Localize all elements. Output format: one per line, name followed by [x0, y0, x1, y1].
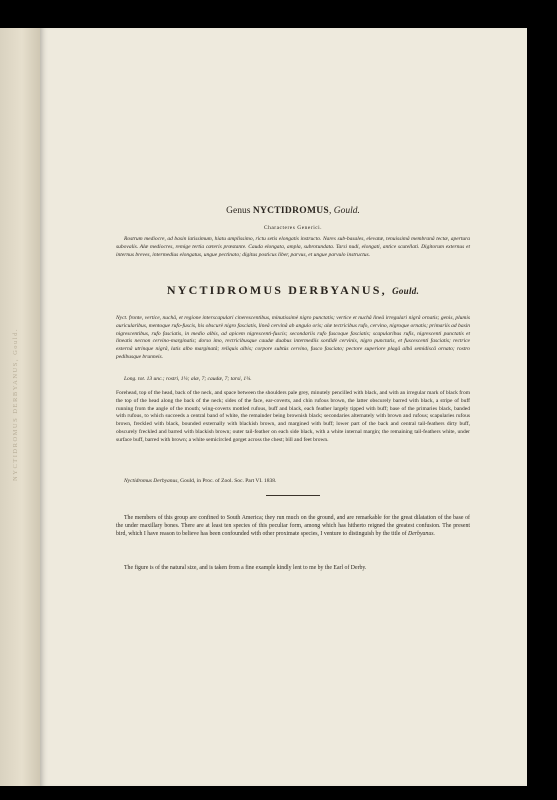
genus-author: , Gould. — [328, 206, 360, 216]
book-spine — [0, 28, 40, 786]
divider-rule — [266, 495, 320, 496]
characters-body: Rostrum mediocre, ad basin latissimum, hiatu amplissimo, rictu setis elongatis instructo. Nares sub-basales, elevatæ, tenuissimâ membranâ tectæ, apertura subovalis. Alæ mediocres, remige tertia cæteris prœstante. Cauda elongata, ampla, subrotundata. Tarsi nudi, elongati, antice scutellati. Digitorum externus et internus breves, intermedius elongatus, ungue pectinato; digitus posticus liber, parvus, et ungue parvulo instructus. — [116, 236, 470, 258]
latin-description: Nyct. fronte, vertice, nuchâ, et regione interscapulari cinerescentibus, minutissimè nigro punctatis; vertice et nuchâ lineâ irregulari nigrâ ornatis; genis, plumis auricularibus, mentoque rufo-fuscis, his obscurè nigro fasciatis, lineâ cervinâ ab angulo oris; alæ tectricibus rufo, cervino, nigroque ornatis; primariis ad basin nigrescentibus, rufo fasciatis, in medio albis, ad apicem nigrescenti-fuscis; secondariis rufo fuscoque fasciatis; scapularibus rufis, nigrescenti punctatis et lineatis necnon cervino-marginatis; dorso imo, rectricibusque caudæ duabus intermediis sordidè cervinis, nigro punctatis, et fuscescenti fasciatis; rectrice externâ utrinque nigrâ, latis albo marginatâ; reliquis albis; corpore subtùs cervino, fusco fasciato; pectore superiore plagâ albâ semidiscâ ornato; rostro pedibusque brunneis. — [116, 315, 470, 360]
english-description: Forehead, top of the head, back of the neck, and space between the shoulders pale grey, minutely pencilled with black, and with an irregular mark of black from the top of the head along the back of the neck; sides of the face, ear-coverts, and chin rufous brown, the latter obscurely barred with black, a stripe of buff running from the angle of the mouth; wing-coverts mottled rufous, buff and black, each feather largely tipped with buff; base of the primaries black, banded with rufous, to which succeeds a central band of white, the remainder being brownish black; secondaries alternately with brown and rufous; scapularies rufous brown, freckled with black, bounded externally with blackish brown, and margined with buff; lower part of the back and central tail-feathers dirty buff, obscurely freckled and barred with blackish brown; outer tail-feather on each side black, with a white internal margin; the remaining tail-feathers white, under surface buff, barred with brown; a white semicircled gorget across the chest; bill and feet brown. — [116, 390, 470, 443]
spine-label: NYCTIDROMUS DERBYANUS, Gould. — [12, 328, 19, 481]
commentary-paragraph — [116, 514, 470, 539]
measurements: Long. tot. 13 unc.; rostri, 1¼; alæ, 7; caudæ, 7; tarsi, 1¼. — [124, 376, 252, 382]
species-name: NYCTIDROMUS DERBYANUS, — [166, 283, 387, 297]
book-page — [40, 28, 527, 786]
genus-heading — [116, 206, 470, 216]
species-author: Gould. — [392, 286, 420, 296]
characters-title: Characteres Generici. — [263, 225, 323, 231]
figure-note: The figure is of the natural size, and is taken from a fine example kindly lent to me by the Earl of Derby. — [124, 565, 367, 571]
commentary-text: The members of this group are confined to South America; they run much on the ground, and are remarkable for the great dilatation of the base of the under maxillary bones. There are at least ten species of this peculiar form, among which has hitherto reigned the greatest confusion. The present bird, which I have reason to believe has been confounded with other proximate species, I venture to distinguish by the title of — [116, 515, 470, 538]
citation-source: Gould, in Proc. of Zool. Soc. Part VI. 1838. — [178, 478, 277, 484]
species-title — [116, 283, 470, 298]
citation — [124, 478, 276, 484]
commentary-species-title: Derbyanus. — [408, 531, 435, 538]
genus-name: NYCTIDROMUS — [252, 206, 329, 216]
citation-name: Nyctidromus Derbyanus, — [124, 478, 179, 484]
genus-prefix: Genus — [226, 206, 253, 216]
